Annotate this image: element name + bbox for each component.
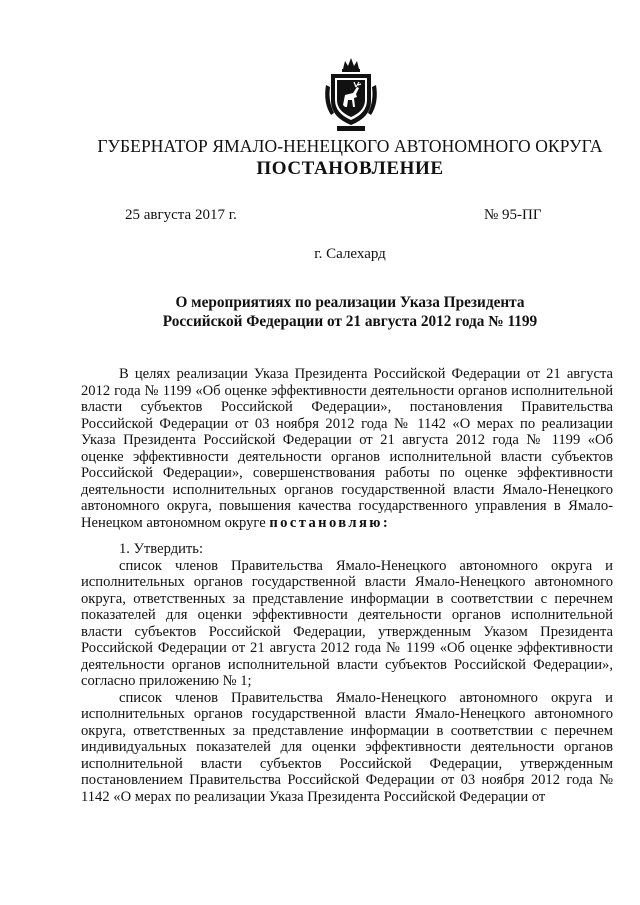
document-number: № 95-ПГ bbox=[484, 207, 542, 223]
document-body bbox=[81, 366, 613, 805]
item-1a-paragraph: список членов Правительства Ямало-Ненецкого автономного округа и исполнительных органов государственной власти Ямало-Ненецкого автономного округа, ответственных за представление информации в соответствии с перечнем показателей для оценки эффективности деятельности органов исполнительной власти субъектов Российской Федерации, утвержденным Указом Президента Российской Федерации от 21 августа 2012 года № 1199 «Об оценке эффективности деятельности органов исполнительной власти субъектов Российской Федерации», согласно приложению № 1; bbox=[81, 557, 613, 689]
intro-text: В целях реализации Указа Президента Российской Федерации от 21 августа 2012 года № 1199 «Об оценке эффективности деятельности органов исполнительной власти субъектов Российской Федерации», постановления Правительства Российской Федерации от 03 ноября 2012 года № 1142 «О мерах по реализации Указа Президента Российской Федерации от 21 августа 2012 года № 1199 «Об оценке эффективности деятельности органов исполнительной власти субъектов Российской Федерации», совершенствования работы по оценке эффективности деятельности исполнительных органов государственной власти Ямало-Ненецкого автономного округа, повышения качества государственного управления в Ямало-Ненецком автономном округе bbox=[81, 366, 613, 531]
intro-paragraph bbox=[81, 366, 613, 531]
item-1-heading: 1. Утвердить: bbox=[119, 541, 204, 557]
item-1b-paragraph: список членов Правительства Ямало-Ненецкого автономного округа и исполнительных органов государственной власти Ямало-Ненецкого автономного округа, ответственных за представление информации в соответствии с перечнем индивидуальных показателей для оценки эффективности деятельности органов исполнительной власти субъектов Российской Федерации, утвержденным постановлением Правительства Российской Федерации от 03 ноября 2012 года № 1142 «О мерах по реализации Указа Президента Российской Федерации от bbox=[81, 689, 613, 805]
organization-title: ГУБЕРНАТОР ЯМАЛО-НЕНЕЦКОГО АВТОНОМНОГО ОКРУГА bbox=[97, 136, 603, 156]
document-subject bbox=[80, 293, 620, 331]
subject-line-1: О мероприятиях по реализации Указа Президента bbox=[175, 294, 525, 311]
decree-word: постановляю: bbox=[269, 514, 391, 531]
document-city: г. Салехард bbox=[314, 246, 386, 262]
subject-line-2: Российской Федерации от 21 августа 2012 года № 1199 bbox=[162, 313, 538, 330]
coat-of-arms-icon bbox=[323, 55, 379, 135]
document-date: 25 августа 2017 г. bbox=[125, 207, 237, 223]
document-type: ПОСТАНОВЛЕНИЕ bbox=[256, 158, 444, 179]
